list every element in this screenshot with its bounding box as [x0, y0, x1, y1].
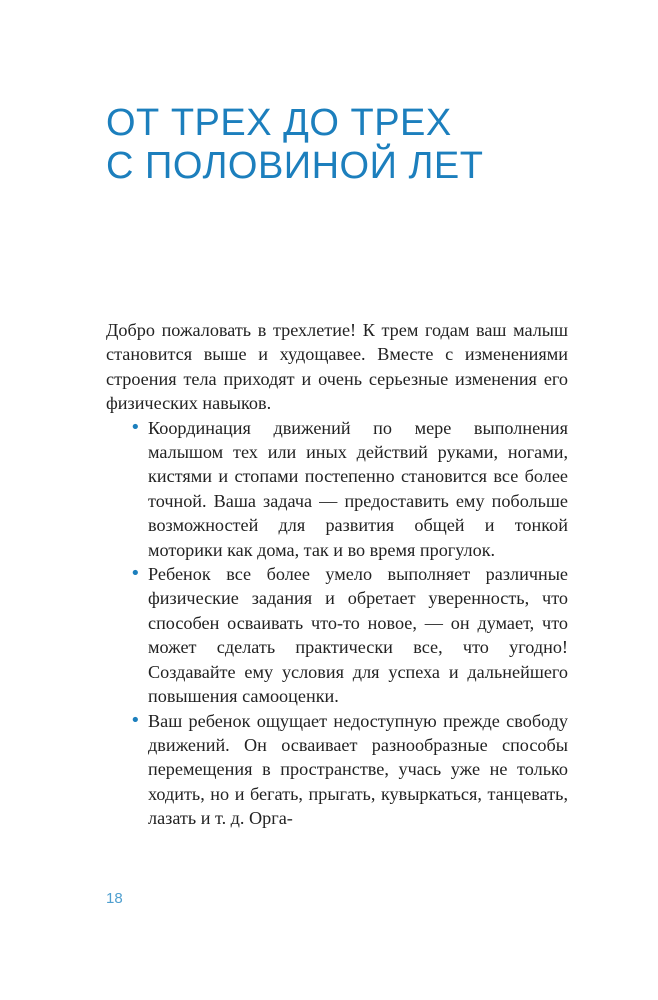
bullet-item	[106, 709, 568, 831]
bullet-item	[106, 562, 568, 708]
intro-paragraph: Добро пожаловать в трехлетие! К трем годам ваш малыш становится выше и худощавее. Вместе с изменениями строения тела приходят и очень серьезные изменения его физических навыков.	[106, 320, 568, 414]
body-text	[106, 318, 568, 831]
bullet-icon: •	[130, 563, 141, 585]
chapter-title-line-2: С ПОЛОВИНОЙ ЛЕТ	[106, 145, 484, 187]
bullet-text: Ребенок все более умело выполняет различные физические задания и обретает уверенность, что способен осваивать что-то новое, — он думает, что может сделать практически все, что угодно! Создавайте ему условия для успеха и дальнейшего повышения самооценки.	[148, 564, 568, 707]
bullet-text: Ваш ребенок ощущает недоступную прежде свободу движений. Он осваивает разнообразные способы перемещения в пространстве, учась уже не только ходить, но и бегать, прыгать, кувыркаться, танцевать, лазать и т. д. Орга-	[148, 710, 568, 829]
bullet-list	[106, 416, 568, 831]
bullet-item	[106, 416, 568, 562]
bullet-icon: •	[130, 709, 141, 731]
page-number: 18	[106, 890, 123, 907]
bullet-text: Координация движений по мере выполнения малышом тех или иных действий руками, ногами, кистями и стопами постепенно становится все более точной. Ваша задача — предоставить ему побольше возможностей для развития общей и тонкой моторики как дома, так и во время прогулок.	[148, 417, 568, 560]
chapter-title-line-1: ОТ ТРЕХ ДО ТРЕХ	[106, 102, 452, 144]
chapter-title	[106, 102, 483, 188]
bullet-icon: •	[130, 416, 141, 438]
